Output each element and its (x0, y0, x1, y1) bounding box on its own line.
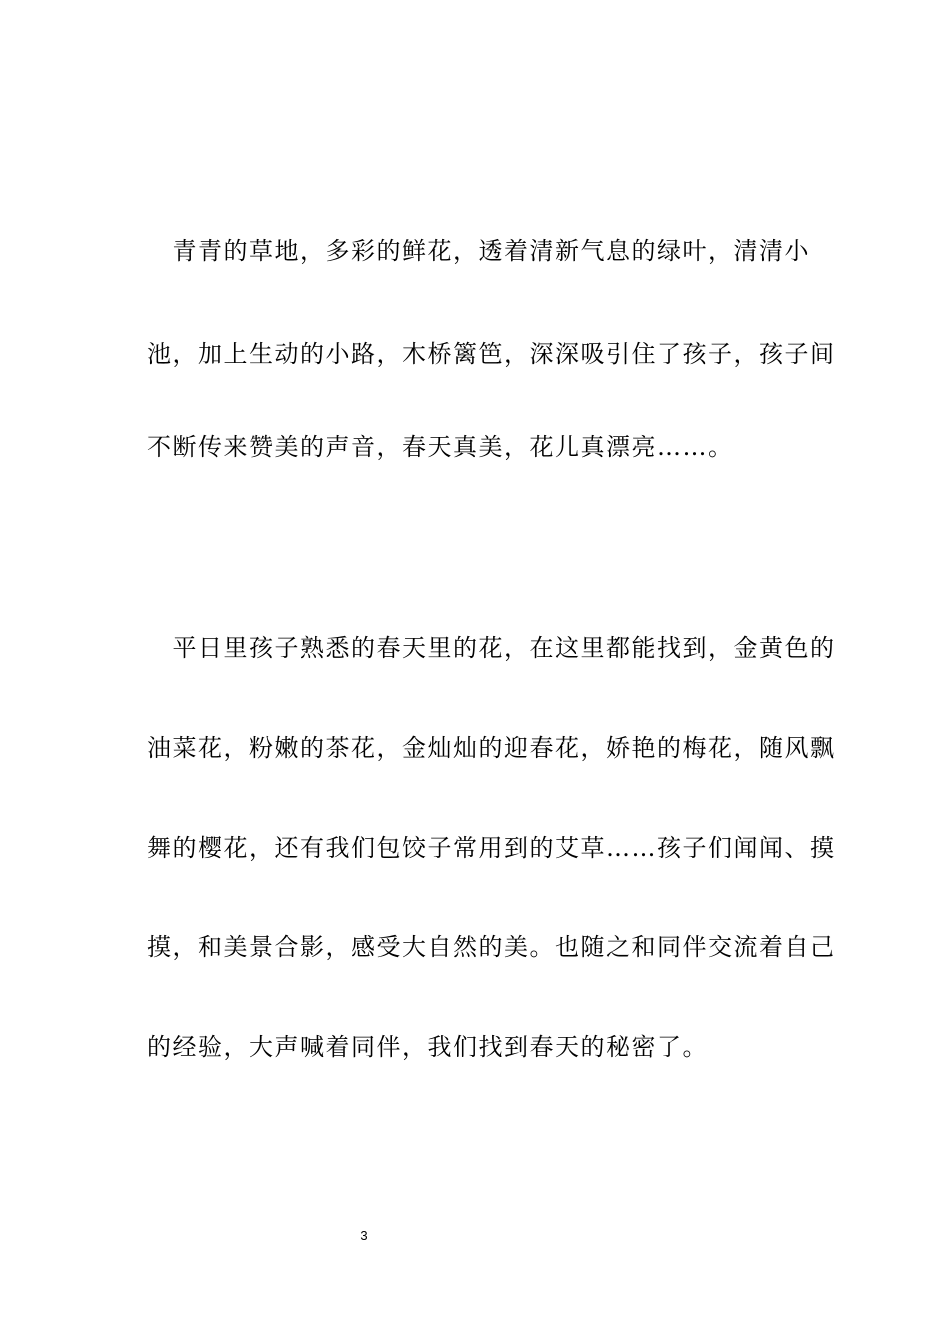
page-number: 3 (360, 1228, 368, 1243)
paragraph-line: 池，加上生动的小路，木桥篱笆，深深吸引住了孩子，孩子间 (147, 340, 836, 368)
paragraph-line: 摸，和美景合影，感受大自然的美。也随之和同伴交流着自己 (147, 933, 836, 961)
paragraph-line: 不断传来赞美的声音，春天真美，花儿真漂亮……。 (147, 433, 734, 461)
paragraph-line: 油菜花，粉嫩的茶花，金灿灿的迎春花，娇艳的梅花，随风飘 (147, 734, 836, 762)
paragraph-line: 的经验，大声喊着同伴，我们找到春天的秘密了。 (147, 1033, 708, 1061)
paragraph-line: 青青的草地，多彩的鲜花，透着清新气息的绿叶，清清小 (147, 237, 810, 265)
paragraph-line: 舞的樱花，还有我们包饺子常用到的艾草……孩子们闻闻、摸 (147, 834, 836, 862)
paragraph-line: 平日里孩子熟悉的春天里的花，在这里都能找到，金黄色的 (147, 634, 836, 662)
